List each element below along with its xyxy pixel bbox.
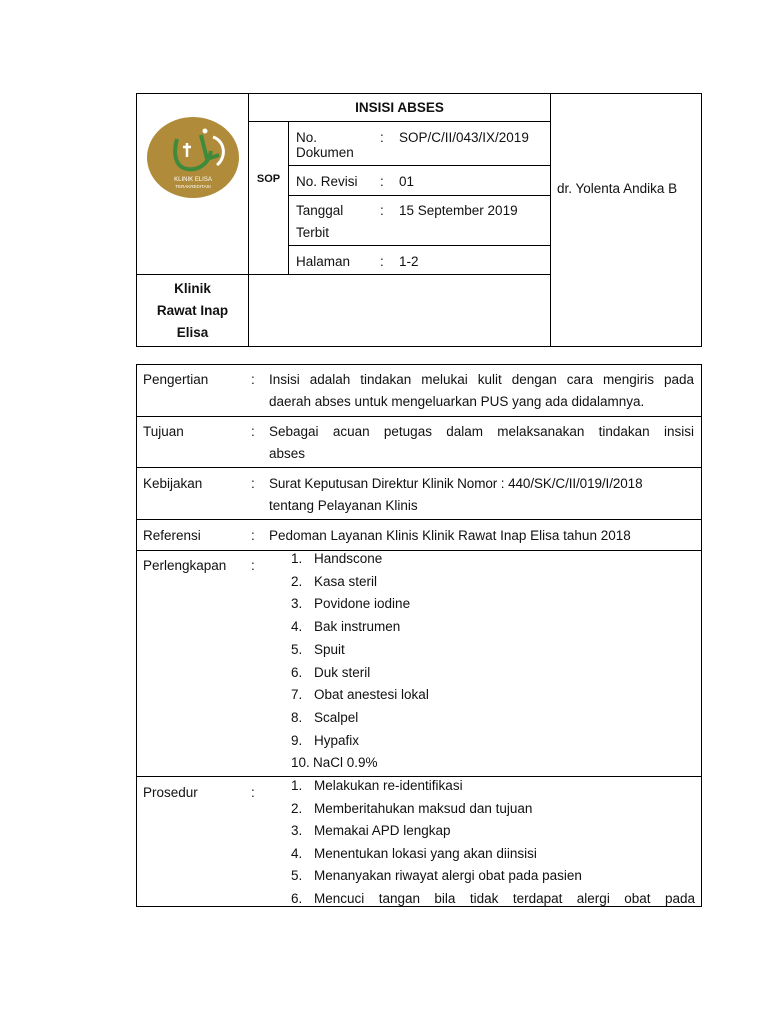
pengertian-line-2: daerah abses untuk mengeluarkan PUS yang ada didalamnya. — [269, 394, 645, 409]
row-colon: : — [251, 424, 255, 439]
tujuan-line-1: Sebagai acuan petugas dalam melaksanakan tindakan insisi — [269, 424, 694, 439]
kebijakan-line-2: tentang Pelayanan Klinis — [269, 498, 418, 513]
document-title: INSISI ABSES — [355, 100, 444, 115]
perlengkapan-list-item: Spuit — [314, 641, 345, 657]
field-colon: : — [380, 254, 384, 269]
sop-label: SOP — [256, 173, 281, 185]
logo-text: KLINIK ELISA — [174, 177, 212, 183]
kebijakan-line-1: Surat Keputusan Direktur Klinik Nomor : 440/SK/C/II/019/I/2018 — [269, 476, 643, 491]
field-value-no-dokumen: SOP/C/II/043/IX/2019 — [399, 130, 529, 145]
referensi-line-1: Pedoman Layanan Klinis Klinik Rawat Inap Elisa tahun 2018 — [269, 528, 631, 543]
field-colon: : — [380, 130, 384, 145]
signatory-name: dr. Yolenta Andika B — [557, 181, 678, 196]
row-label-perlengkapan: Perlengkapan — [143, 558, 227, 573]
perlengkapan-list-item: Duk steril — [314, 664, 371, 680]
perlengkapan-list-number: 2. — [291, 573, 303, 589]
perlengkapan-list-number: 9. — [291, 732, 303, 748]
row-label-kebijakan: Kebijakan — [143, 476, 203, 491]
perlengkapan-list-item: Hypafix — [314, 732, 360, 748]
perlengkapan-list-item: Scalpel — [314, 709, 359, 725]
clinic-name-line-2: Rawat Inap — [156, 303, 229, 318]
prosedur-list-number: 3. — [291, 823, 303, 839]
prosedur-list-number: 5. — [291, 868, 303, 884]
field-colon: : — [380, 203, 384, 218]
field-label-tanggal: Tanggal — [296, 203, 344, 218]
perlengkapan-list-number: 8. — [291, 709, 303, 725]
prosedur-list-item: Memakai APD lengkap — [314, 823, 451, 839]
field-label-terbit: Terbit — [296, 225, 330, 240]
perlengkapan-list-item: Handscone — [314, 551, 383, 566]
prosedur-list-item: Menanyakan riwayat alergi obat pada pasien — [314, 868, 582, 884]
row-label-tujuan: Tujuan — [143, 424, 184, 439]
row-colon: : — [251, 558, 255, 573]
perlengkapan-list-number: 1. — [291, 551, 303, 566]
prosedur-list-item: Menentukan lokasi yang akan diinsisi — [314, 845, 537, 861]
perlengkapan-list-number: 4. — [291, 619, 303, 635]
field-label-no-dokumen-2: Dokumen — [296, 145, 354, 160]
field-label-no-revisi: No. Revisi — [296, 174, 358, 189]
prosedur-list-number: 4. — [291, 845, 303, 861]
row-colon: : — [251, 528, 255, 543]
perlengkapan-list-item: NaCl 0.9% — [313, 755, 378, 771]
field-value-tanggal-terbit: 15 September 2019 — [399, 203, 518, 218]
prosedur-list-number: 1. — [291, 778, 303, 793]
prosedur-list-item: Memberitahukan maksud dan tujuan — [314, 800, 533, 816]
perlengkapan-list-number: 3. — [291, 596, 303, 612]
clinic-name-line-3: Elisa — [176, 325, 209, 340]
field-label-no-dokumen: No. — [296, 130, 318, 145]
perlengkapan-list-item: Bak instrumen — [314, 619, 401, 635]
field-value-no-revisi: 01 — [399, 174, 415, 189]
perlengkapan-list-number: 6. — [291, 664, 303, 680]
field-value-halaman: 1-2 — [399, 254, 419, 269]
field-label-halaman: Halaman — [296, 254, 351, 269]
logo-subtext: TERAKREDITASI — [175, 184, 211, 189]
row-label-prosedur: Prosedur — [143, 785, 198, 800]
row-colon: : — [251, 785, 255, 800]
pengertian-line-1: Insisi adalah tindakan melukai kulit dengan cara mengiris pada — [269, 372, 694, 387]
perlengkapan-list-number: 10. — [291, 755, 310, 771]
perlengkapan-list-number: 7. — [291, 687, 303, 703]
row-label-referensi: Referensi — [143, 528, 201, 543]
prosedur-list-item: Mencuci tangan bila tidak terdapat alergi obat pada — [314, 891, 695, 906]
perlengkapan-list-number: 5. — [291, 641, 303, 657]
prosedur-list-item: Melakukan re-identifikasi — [314, 778, 463, 793]
perlengkapan-list-item: Povidone iodine — [314, 596, 411, 612]
tujuan-line-2: abses — [269, 446, 306, 461]
clinic-logo — [147, 117, 239, 198]
prosedur-list-number: 6. — [291, 891, 303, 906]
clinic-name-line-1: Klinik — [174, 281, 211, 296]
row-colon: : — [251, 372, 255, 387]
row-label-pengertian: Pengertian — [143, 372, 209, 387]
row-colon: : — [251, 476, 255, 491]
prosedur-list-number: 2. — [291, 800, 303, 816]
field-colon: : — [380, 174, 384, 189]
perlengkapan-list-item: Kasa steril — [314, 573, 378, 589]
perlengkapan-list-item: Obat anestesi lokal — [314, 687, 429, 703]
